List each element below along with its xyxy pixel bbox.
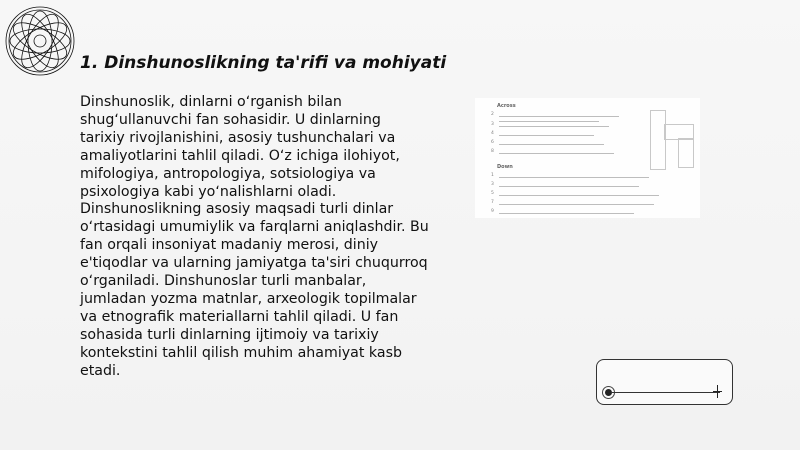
worksheet-clue-number: 1 — [491, 173, 494, 178]
worksheet-clue-number: 4 — [491, 131, 494, 136]
plus-icon[interactable] — [713, 385, 722, 398]
worksheet-clue-number: 3 — [491, 182, 494, 187]
crossword-grid — [678, 138, 694, 168]
worksheet-down-heading: Down — [497, 164, 513, 170]
worksheet-clue-number: 8 — [491, 149, 494, 154]
crossword-grid — [650, 110, 666, 170]
crossword-worksheet-image — [475, 98, 700, 218]
worksheet-across-heading: Across — [497, 103, 516, 109]
slider-control[interactable] — [596, 359, 733, 405]
worksheet-clue-number: 7 — [491, 200, 494, 205]
slider-track[interactable] — [611, 392, 720, 393]
worksheet-clue-number: 6 — [491, 140, 494, 145]
decorative-logo-icon — [3, 4, 77, 78]
worksheet-clue-number: 2 — [491, 112, 494, 117]
worksheet-clue-number: 5 — [491, 191, 494, 196]
slide-body-text: Dinshunoslik, dinlarni oʻrganish bilan shugʻullanuvchi fan sohasidir. U dinlarning tarixiy rivojlanishini, asosiy tushunchalari va amaliyotlarini tahlil qiladi. Oʻz ichiga ilohiyot, mifologiya, antropologiya, sotsiologiya va psixologiya kabi yoʻnalishlarni oladi. Dinshunoslikning asosiy maqsadi turli dinlar oʻrtasidagi umumiylik va farqlarni aniqlashdir. Bu fan orqali insoniyat madaniy merosi, diniy e'tiqodlar va ularning jamiyatga ta'siri chuqurroq oʻrganiladi. Dinshunoslar turli manbalar, jumladan yozma matnlar, arxeologik topilmalar va etnografik materiallarni tahlil qiladi. U fan sohasida turli dinlarning ijtimoiy va tarixiy kontekstini tahlil qilish muhim ahamiyat kasb etadi. — [80, 94, 429, 379]
worksheet-clue-number: 3 — [491, 122, 494, 127]
slide-title: 1. Dinshunoslikning ta'rifi va mohiyati — [80, 53, 447, 73]
worksheet-clue-number: 9 — [491, 209, 494, 214]
